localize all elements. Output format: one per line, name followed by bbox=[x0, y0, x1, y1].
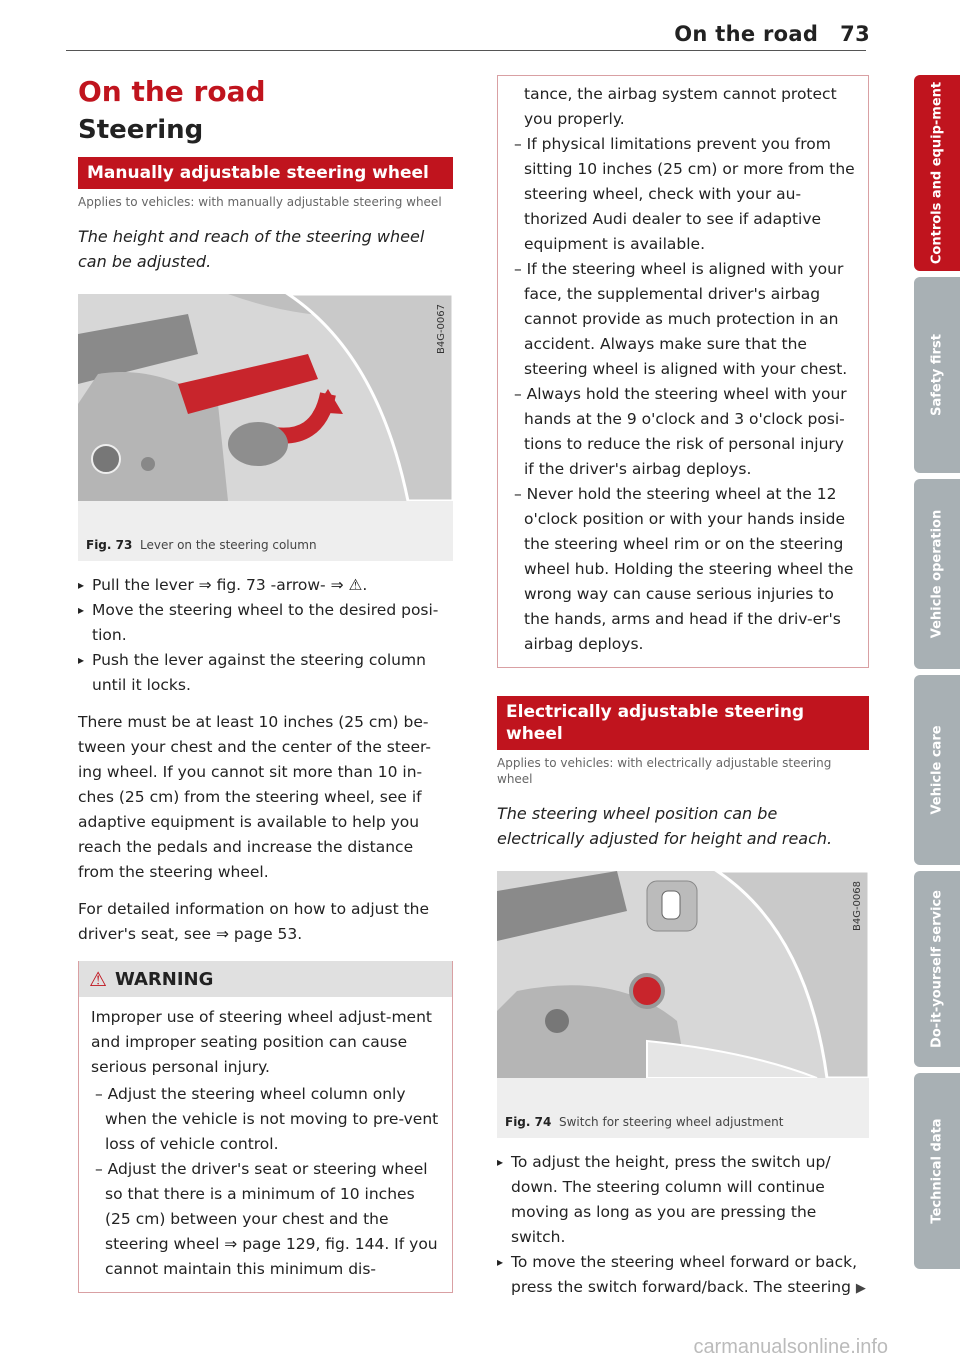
figure-caption-text: Switch for steering wheel adjustment bbox=[558, 1115, 784, 1129]
warning-item: – Adjust the steering wheel column only when the vehicle is not moving to pre-vent loss of vehicle control. bbox=[95, 1085, 439, 1153]
figure-caption-text: Lever on the steering column bbox=[139, 538, 317, 552]
step-item: ▸ Move the steering wheel to the desired posi-tion. bbox=[78, 598, 453, 648]
left-column bbox=[78, 75, 453, 1293]
watermark-text: carmanualsonline.info bbox=[693, 1336, 888, 1358]
warning-item: – Adjust the driver's seat or steering wheel so that there is a minimum of 10 inches (25 cm) between your chest and the steering wheel ⇒ page 129, fig. 144. If you cannot maintain this minimum dis- bbox=[95, 1160, 438, 1278]
figure-label: Fig. 74 bbox=[505, 1115, 552, 1129]
step-item: ▸ Push the lever against the steering column until it locks. bbox=[78, 648, 453, 698]
manual-steps bbox=[78, 573, 453, 698]
body-paragraph: There must be at least 10 inches (25 cm) be-tween your chest and the center of the steer-ing wheel. If you cannot sit more than 10 in-ches (25 cm) from the steering wheel, see if adaptive equipment is available to help you reach the pedals and increase the distance from the steering wheel. bbox=[78, 713, 431, 881]
steering-lever-illustration bbox=[78, 294, 453, 501]
subhead-manual: Manually adjustable steering wheel bbox=[78, 157, 453, 189]
applies-manual: Applies to vehicles: with manually adjustable steering wheel bbox=[78, 195, 442, 209]
figure-73-caption bbox=[78, 534, 453, 561]
warning-title: WARNING bbox=[114, 968, 214, 990]
tab-diy-service[interactable]: Do-it-yourself service bbox=[914, 871, 960, 1067]
chapter-tabs bbox=[914, 75, 960, 1275]
steering-switch-illustration bbox=[497, 871, 869, 1078]
intro-electric: The steering wheel position can be electrically adjusted for height and reach. bbox=[497, 804, 833, 848]
running-title: On the road bbox=[674, 22, 819, 46]
right-column bbox=[497, 75, 869, 1313]
tab-safety[interactable]: Safety first bbox=[914, 277, 960, 473]
warning-item: – If physical limitations prevent you from sitting 10 inches (25 cm) or more from the steering wheel, check with your au-thorized Audi dealer to see if adaptive equipment is available. bbox=[514, 135, 855, 253]
figure-74-caption bbox=[497, 1111, 869, 1138]
continued-icon: ▶ bbox=[855, 1281, 866, 1296]
running-header bbox=[674, 22, 870, 46]
subhead-electric: Electrically adjustable steering wheel bbox=[497, 696, 869, 750]
warning-continued bbox=[497, 75, 869, 668]
body-paragraph: For detailed information on how to adjust the driver's seat, see ⇒ page 53. bbox=[78, 900, 430, 943]
electric-steps bbox=[497, 1150, 869, 1301]
warning-item: – Never hold the steering wheel at the 12 o'clock position or with your hands inside the steering wheel rim or on the steering wheel hub. Holding the steering wheel the wrong way can cause serious injuries to the hands, arms and head if the driv-er's airbag deploys. bbox=[514, 485, 854, 653]
tab-controls[interactable]: Controls and equip-ment bbox=[914, 75, 960, 271]
warning-header bbox=[79, 961, 452, 997]
figure-74 bbox=[497, 871, 869, 1111]
tab-vehicle-operation[interactable]: Vehicle operation bbox=[914, 479, 960, 669]
step-item: ▸ To move the steering wheel forward or back, press the switch forward/back. The steering ▶ bbox=[497, 1250, 869, 1301]
tab-technical-data[interactable]: Technical data bbox=[914, 1073, 960, 1269]
tab-vehicle-care[interactable]: Vehicle care bbox=[914, 675, 960, 865]
intro-manual: The height and reach of the steering wheel can be adjusted. bbox=[78, 227, 425, 271]
figure-code: B4G-0067 bbox=[436, 304, 447, 355]
chapter-title: On the road bbox=[78, 75, 266, 108]
header-rule bbox=[66, 50, 866, 51]
page-number: 73 bbox=[840, 22, 870, 46]
warning-intro: Improper use of steering wheel adjust-ment and improper seating position can cause serious personal injury. bbox=[91, 1008, 432, 1076]
step-item: ▸ To adjust the height, press the switch up/ down. The steering column will continue moving as long as you are pressing the switch. bbox=[497, 1150, 869, 1250]
warning-item: – Always hold the steering wheel with your hands at the 9 o'clock and 3 o'clock posi-tions to reduce the risk of personal injury if the driver's airbag deploys. bbox=[514, 385, 847, 478]
warning-icon: ⚠ bbox=[89, 967, 107, 991]
warning-item: – If the steering wheel is aligned with your face, the supplemental driver's airbag cannot provide as much protection in an accident. Always make sure that the steering wheel is aligned with your chest. bbox=[514, 260, 848, 378]
figure-label: Fig. 73 bbox=[86, 538, 133, 552]
figure-code: B4G-0068 bbox=[852, 881, 863, 932]
step-item: ▸ Pull the lever ⇒ fig. 73 -arrow- ⇒ ⚠. bbox=[78, 573, 453, 598]
figure-73 bbox=[78, 294, 453, 534]
warning-box bbox=[78, 961, 453, 1293]
applies-electric: Applies to vehicles: with electrically adjustable steering wheel bbox=[497, 756, 832, 786]
section-title: Steering bbox=[78, 115, 204, 145]
warning-item: tance, the airbag system cannot protect you properly. bbox=[524, 85, 837, 128]
